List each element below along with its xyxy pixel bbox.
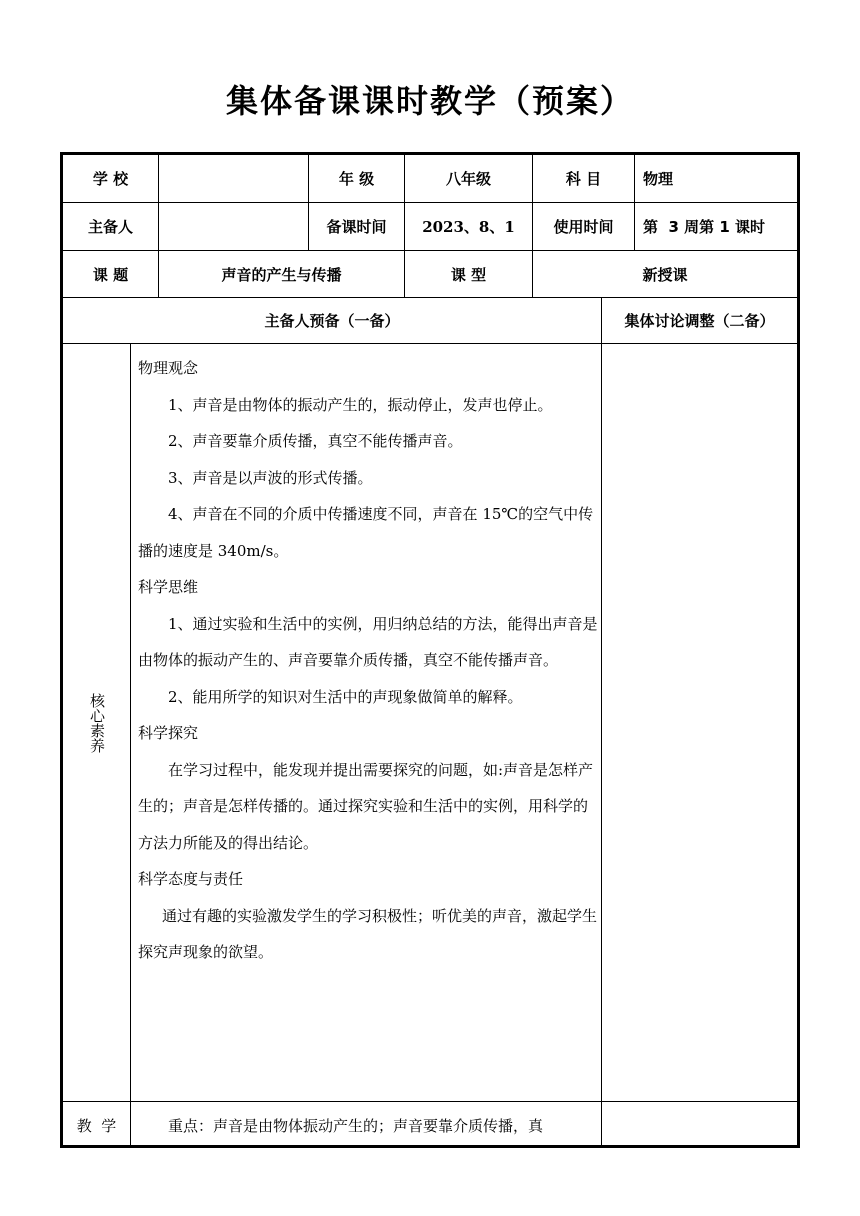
school-label: 学 校 <box>92 170 129 188</box>
topic-label: 课 题 <box>92 265 129 284</box>
topic-value[interactable]: 声音的产生与传播 <box>221 265 342 284</box>
grade-label: 年 级 <box>338 170 375 188</box>
core-literacy-item: 4、声音在不同的介质中传播速度不同，声音在 15℃的空气中传播的速度是 340m/s。 <box>138 505 594 560</box>
col-divider <box>130 343 131 1145</box>
core-literacy-heading: 科学探究 <box>138 724 199 742</box>
preparer-value[interactable] <box>159 203 308 250</box>
preparer-label: 主备人 <box>87 218 133 236</box>
core-literacy-item: 1、声音是由物体的振动产生的，振动停止，发声也停止。 <box>168 395 553 414</box>
core-literacy-item: 1、通过实验和生活中的实例，用归纳总结的方法，能得出声音是由物体的振动产生的、声音要靠介质传播，真空不能传播声音。 <box>138 614 598 669</box>
core-literacy-heading: 物理观念 <box>138 359 199 377</box>
teaching-key-points[interactable]: 重点：声音是由物体振动产生的；声音要靠介质传播，真 <box>168 1116 544 1135</box>
subject-value[interactable]: 物理 <box>643 170 674 188</box>
prep-time-value[interactable]: 2023、8、1 <box>422 218 515 236</box>
core-literacy-item: 在学习过程中，能发现并提出需要探究的问题，如:声音是怎样产生的；声音是怎样传播的。通过探究实验和生活中的实例，用科学的方法力所能及的得出结论。 <box>138 760 594 852</box>
teaching-label: 教 学 <box>76 1116 117 1135</box>
core-literacy-content[interactable] <box>138 350 598 971</box>
main-prep-header: 主备人预备（一备） <box>264 312 400 330</box>
core-literacy-item: 3、声音是以声波的形式传播。 <box>168 468 373 487</box>
type-label: 课 型 <box>450 265 487 284</box>
subject-label: 科 目 <box>565 170 602 188</box>
school-value[interactable] <box>159 155 308 202</box>
core-literacy-label: 核心素养 <box>88 692 106 753</box>
grade-value[interactable]: 八年级 <box>445 170 491 188</box>
use-time-value[interactable]: 第 3 周第 1 课时 <box>643 218 765 236</box>
group-adjust-area[interactable] <box>602 344 797 1101</box>
prep-time-label: 备课时间 <box>326 218 387 236</box>
core-literacy-item: 通过有趣的实验激发学生的学习积极性；听优美的声音，激起学生探究声现象的欲望。 <box>138 906 598 961</box>
use-time-label: 使用时间 <box>553 218 614 236</box>
type-value[interactable]: 新授课 <box>642 265 688 284</box>
core-literacy-item: 2、声音要靠介质传播，真空不能传播声音。 <box>168 432 463 450</box>
page-title: 集体备课课时教学（预案） <box>225 82 634 120</box>
group-adjust-header: 集体讨论调整（二备） <box>624 312 775 330</box>
core-literacy-heading: 科学态度与责任 <box>138 870 244 888</box>
core-literacy-heading: 科学思维 <box>138 578 199 596</box>
core-literacy-label-cell <box>63 344 130 1101</box>
core-literacy-item: 2、能用所学的知识对生活中的声现象做简单的解释。 <box>168 687 523 706</box>
